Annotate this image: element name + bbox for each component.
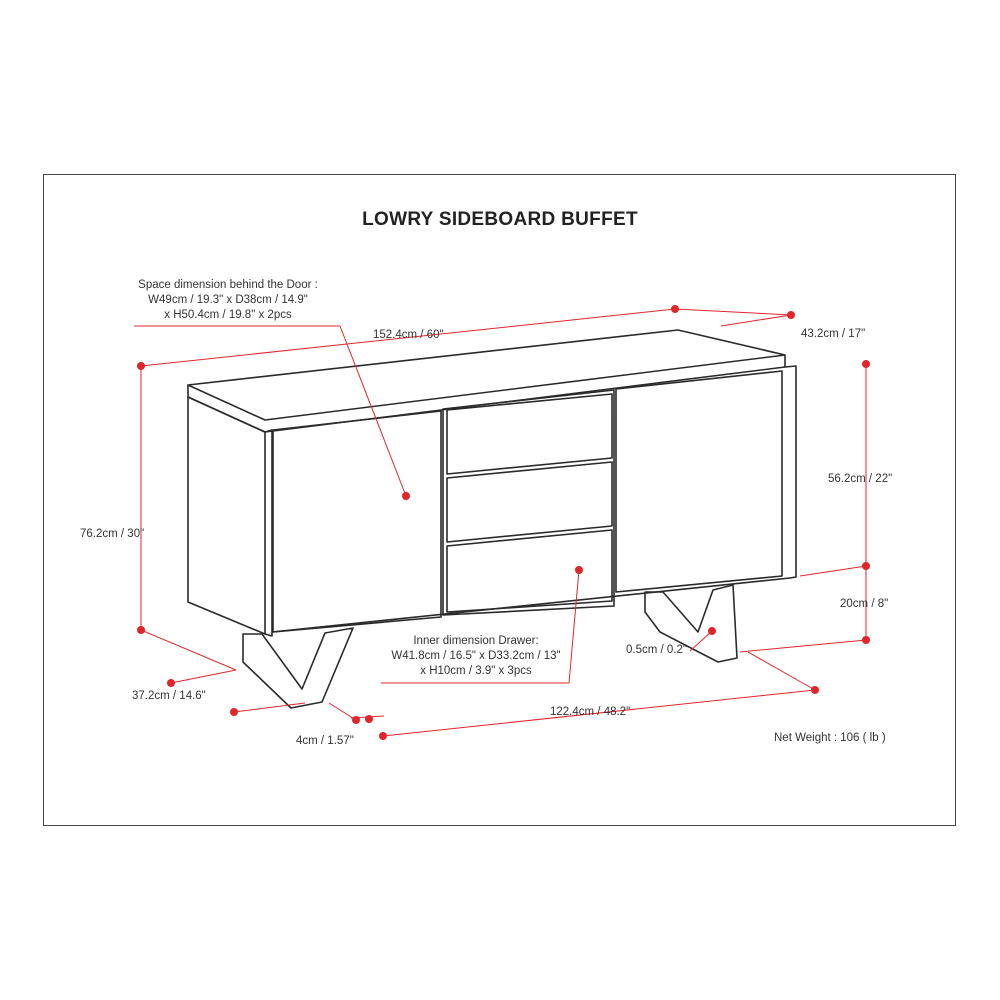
dim-dot: [787, 311, 795, 319]
dim-dot: [137, 362, 145, 370]
dim-dot: [862, 360, 870, 368]
reveal-label: 0.5cm / 0.2": [626, 644, 687, 656]
dim-dot: [575, 566, 583, 574]
front-bottom-edge: [272, 578, 790, 632]
diagram-title: LOWRY SIDEBOARD BUFFET: [362, 209, 638, 230]
leg-thickness-label: 4cm / 1.57": [296, 735, 354, 747]
inner-drawer-line-2: W41.8cm / 16.5" x D33.2cm / 13": [391, 650, 561, 662]
dim-dot: [167, 679, 175, 687]
dim-dot: [862, 562, 870, 570]
left-side-panel: [188, 397, 265, 634]
dim-dot: [352, 716, 360, 724]
leg-span-label: 122.4cm / 48.2": [550, 706, 631, 718]
dim-dot: [811, 686, 819, 694]
space-behind-door-line-3: x H50.4cm / 19.8" x 2pcs: [164, 309, 292, 321]
dim-dot: [137, 626, 145, 634]
net-weight-label: Net Weight : 106 ( lb ): [774, 732, 886, 744]
dim-dot: [708, 627, 716, 635]
drawer-2: [447, 462, 612, 542]
leg-depth-label: 37.2cm / 14.6": [132, 690, 206, 702]
front-frame-left: [265, 430, 272, 636]
width-overall-label: 152.4cm / 60": [373, 329, 444, 341]
front-frame-right: [785, 366, 796, 578]
dim-dot: [365, 715, 373, 723]
space-behind-door-label: [128, 278, 328, 323]
depth-overall-label: 43.2cm / 17": [801, 328, 866, 340]
height-overall-label: 76.2cm / 30": [80, 528, 145, 540]
space-behind-door-line-1: Space dimension behind the Door :: [138, 279, 318, 291]
drawer-stack: [443, 390, 614, 615]
leg-height-label: 20cm / 8": [840, 598, 889, 610]
body-height-label: 56.2cm / 22": [828, 473, 893, 485]
inner-drawer-label: [376, 634, 576, 679]
space-behind-door-line-2: W49cm / 19.3" x D38cm / 14.9": [148, 294, 308, 306]
inner-drawer-line-1: Inner dimension Drawer:: [413, 635, 539, 647]
dim-dot: [379, 732, 387, 740]
left-door: [273, 411, 441, 632]
inner-drawer-line-3: x H10cm / 3.9" x 3pcs: [420, 665, 532, 677]
left-leg: [243, 628, 353, 708]
dim-dot: [671, 305, 679, 313]
dim-dot: [230, 708, 238, 716]
dim-dot: [402, 492, 410, 500]
dim-dot: [862, 636, 870, 644]
right-door: [616, 371, 782, 592]
